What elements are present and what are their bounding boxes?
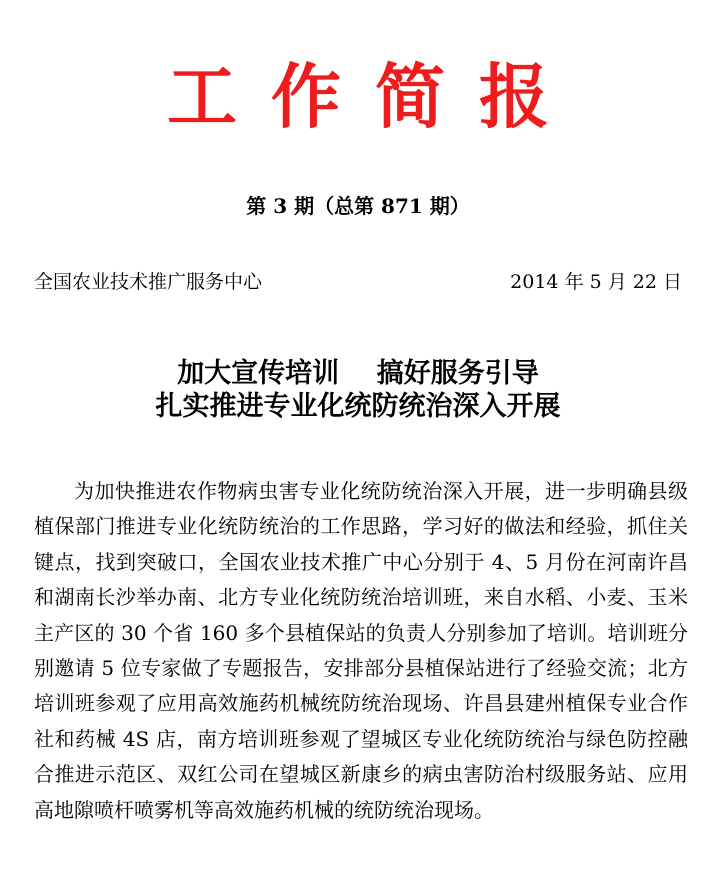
issue-date: 2014 年 5 月 22 日 (510, 271, 682, 293)
article-body: 为加快推进农作物病虫害专业化统防统治深入开展，进一步明确县级植保部门推进专业化统防统治的工作思路，学习好的做法和经验，抓住关键点，找到突破口，全国农业技术推广中心分别于 4、5 月份在河南许昌和湖南长沙举办南、北方专业化统防统治培训班，来自水稻、小麦、玉米主产区的 30 个省 160 多个县植保站的负责人分别参加了培训。培训班分别邀请 5 位专家做了专题报告，安排部分县植保站进行了经验交流；北方培训班参观了应用高效施药机械统防统治现场、许昌县建州植保专业合作社和药械 4S 店，南方培训班参观了望城区专业化统防统治与绿色防控融合推进示范区、双红公司在望城区新康乡的病虫害防治村级服务站、应用高地隙喷杆喷雾机等高效施药机械的统防统治现场。 (34, 479, 688, 822)
masthead-title: 工作简报 (167, 56, 583, 138)
article-title-line-2: 扎实推进专业化统防统治深入开展 (155, 391, 561, 422)
issue-number: 第 3 期（总第 871 期） (246, 194, 470, 218)
issuing-organization: 全国农业技术推广服务中心 (34, 271, 263, 293)
article-title (0, 357, 716, 423)
article-title-line-1: 加大宣传培训 搞好服务引导 (177, 358, 539, 389)
